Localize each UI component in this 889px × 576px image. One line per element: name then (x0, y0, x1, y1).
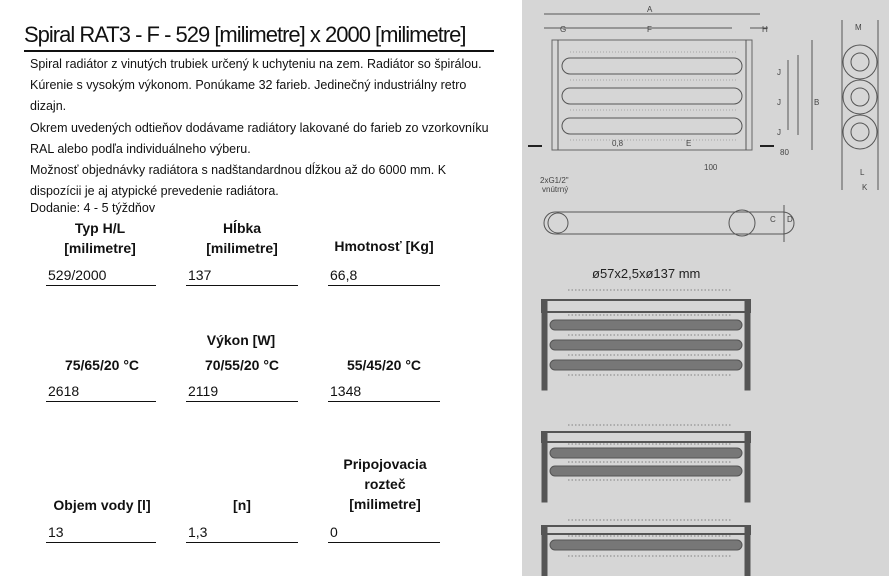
depth-value: 137 (186, 265, 298, 286)
dim-label: A (647, 5, 653, 14)
type-label: Typ H/L [milimetre] (64, 220, 136, 256)
dim-label: J (777, 128, 781, 137)
dim-label: H (762, 25, 768, 34)
power-75-value: 2618 (46, 381, 156, 402)
description-paragraph: Okrem uvedených odtieňov dodávame radiátory lakované do farieb zo vzorkovníku RAL alebo podľa individuálneho výberu. (30, 120, 489, 156)
power-70-value: 2119 (186, 381, 298, 402)
description-paragraph: Možnosť objednávky radiátora s nadštandardnou dĺžkou až do 6000 mm. K dispozícii je aj atypické prevedenie radiátora. (30, 163, 447, 199)
exponent-label: [n] (233, 497, 251, 513)
power-55-label: 55/45/20 °C (346, 357, 422, 373)
dim-label: J (777, 98, 781, 107)
dim-label: B (814, 98, 820, 107)
depth-label: Hĺbka [milimetre] (206, 220, 278, 256)
dim-label: 0,8 (612, 139, 624, 148)
pipe-spec-label: ø57x2,5xø137 mm (592, 266, 701, 281)
thread-sub-label: vnútrný (542, 185, 569, 194)
weight-value: 66,8 (328, 265, 440, 286)
power-70-label: 70/55/20 °C (204, 357, 280, 373)
dim-label: M (855, 23, 862, 32)
dim-label: C (770, 215, 776, 224)
dim-label: 80 (780, 148, 789, 157)
water-volume-label: Objem vody [l] (53, 497, 151, 513)
delivery-time: Dodanie: 4 - 5 týždňov (30, 201, 156, 215)
dim-label: J (777, 68, 781, 77)
technical-drawing (522, 0, 889, 576)
dim-label: 100 (704, 163, 718, 172)
connection-label: Pripojovacia rozteč [milimetre] (343, 456, 427, 512)
weight-label: Hmotnosť [Kg] (334, 238, 434, 254)
thread-label: 2xG1/2" (540, 176, 569, 185)
dim-label: K (862, 183, 868, 192)
dim-label: F (647, 25, 652, 34)
type-value: 529/2000 (46, 265, 156, 286)
power-55-value: 1348 (328, 381, 440, 402)
water-volume-value: 13 (46, 522, 156, 543)
power-75-label: 75/65/20 °C (64, 357, 140, 373)
connection-value: 0 (328, 522, 440, 543)
dim-label: D (787, 215, 793, 224)
power-label: Výkon [W] (206, 332, 276, 348)
technical-drawing-panel (522, 0, 889, 576)
description-paragraph: Spiral radiátor z vinutých trubiek určený k uchyteniu na zem. Radiátor so špirálou. Kúrenie s vysokým výkonom. Ponúkame 32 farieb. Jedinečný industriálny retro dizajn. (30, 57, 482, 114)
exponent-value: 1,3 (186, 522, 298, 543)
product-title: Spiral RAT3 - F - 529 [milimetre] x 2000 [milimetre] (24, 20, 494, 52)
dim-label: E (686, 139, 692, 148)
dim-label: G (560, 25, 567, 34)
dim-label: L (860, 168, 865, 177)
product-description (30, 54, 500, 202)
